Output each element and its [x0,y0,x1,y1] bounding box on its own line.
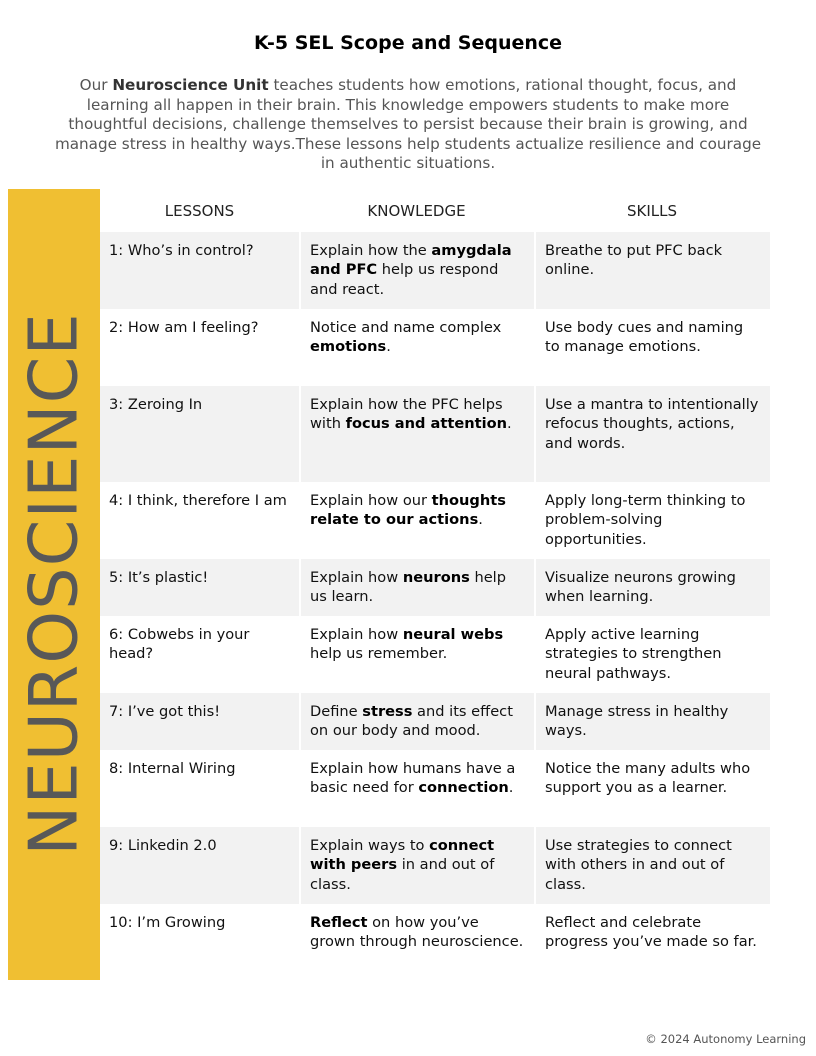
knowledge-text: Notice and name complex [310,319,502,336]
knowledge-cell [299,386,534,482]
knowledge-text: . [478,511,483,529]
knowledge-text: Explain ways to [310,837,430,854]
knowledge-text: . [386,338,391,356]
knowledge-keyword: emotions [310,338,387,356]
lesson-cell: 1: Who’s in control? [100,232,299,309]
knowledge-text: Explain how our [310,492,432,509]
lesson-cell: 10: I’m Growing [109,914,226,931]
lesson-cell: 2: How am I feeling? [109,319,259,336]
skill-cell: Use body cues and naming to manage emotions. [534,309,770,386]
table-row [100,750,770,827]
knowledge-text: Explain how the [310,242,432,259]
knowledge-keyword: neurons [402,569,470,586]
skill-cell: Use a mantra to intentionally refocus thoughts, actions, and words. [534,386,770,482]
intro-text-pre: Our [79,76,113,94]
scope-sequence-table [100,190,770,981]
lesson-cell: 3: Zeroing In [100,386,299,482]
skill-cell: Apply active learning strategies to strengthen neural pathways. [534,616,770,693]
table-row [100,693,770,750]
knowledge-text: Explain how [310,569,403,586]
knowledge-text: in and out of class. [310,856,495,893]
table-row [100,386,770,482]
knowledge-keyword: thoughts relate to our actions [310,492,506,529]
skill-cell: Manage stress in healthy ways. [534,693,770,750]
table-header [100,190,770,232]
header-knowledge: KNOWLEDGE [367,202,466,220]
knowledge-cell [299,559,534,616]
lesson-cell: 9: Linkedin 2.0 [100,827,299,904]
intro-paragraph [50,76,766,174]
skill-cell: Visualize neurons growing when learning. [534,559,770,616]
knowledge-text: Explain how [310,626,403,643]
knowledge-keyword: amygdala and PFC [310,242,512,279]
skill-cell: Use strategies to connect with others in and out of class. [534,827,770,904]
table-row [100,309,770,386]
knowledge-keyword: connection [418,779,509,797]
knowledge-text: on how you’ve grown through neuroscience. [310,914,524,951]
knowledge-text: help us remember. [310,645,448,663]
intro-text-bold: Neuroscience Unit [112,76,269,94]
table-row [100,232,770,309]
table-row [100,616,770,693]
lesson-cell: 5: It’s plastic! [100,559,299,616]
table-row [100,482,770,559]
table-row [100,904,770,981]
skill-cell: Notice the many adults who support you as a learner. [534,750,770,827]
knowledge-keyword: focus and attention [345,415,508,433]
knowledge-cell [299,309,534,386]
unit-sidebar-label: NEUROSCIENCE [14,312,93,856]
knowledge-keyword: stress [362,703,413,720]
lesson-cell: 6: Cobwebs in your head? [109,626,250,663]
knowledge-text: . [508,779,514,797]
page-title: K-5 SEL Scope and Sequence [253,32,563,54]
knowledge-text: Explain how humans have a basic need for [310,760,516,797]
knowledge-keyword: Reflect [310,914,368,931]
intro-text-post: teaches students how emotions, rational thought, focus, and learning all happen in their brain. This knowledge empowers students to make more thoughtful decisions, challenge themselves to persist because their brain is growing, and manage stress in healthy ways.These lessons help students actualize resilience and courage in authentic situations. [54,76,762,172]
lesson-cell: 7: I’ve got this! [100,693,299,750]
table-row [100,559,770,616]
skill-cell: Apply long-term thinking to problem-solving opportunities. [534,482,770,559]
table-row [100,827,770,904]
knowledge-text: and its effect on our body and mood. [310,703,513,740]
skill-cell: Reflect and celebrate progress you’ve made so far. [534,904,770,981]
knowledge-cell [299,482,534,559]
header-lessons: LESSONS [164,202,235,220]
knowledge-cell [299,904,534,981]
knowledge-text: . [507,415,512,433]
knowledge-text: help us learn. [310,569,506,606]
knowledge-keyword: neural webs [402,626,504,643]
knowledge-cell [299,232,534,309]
knowledge-text: help us respond and react. [310,261,499,298]
knowledge-text: Define [310,703,363,720]
skill-cell: Breathe to put PFC back online. [534,232,770,309]
copyright-footer: © 2024 Autonomy Learning [645,1032,806,1046]
knowledge-text: Explain how the PFC helps with [310,396,503,433]
lesson-cell: 8: Internal Wiring [109,760,236,777]
knowledge-cell [299,616,534,693]
lesson-cell: 4: I think, therefore I am [109,492,287,509]
knowledge-cell [299,827,534,904]
header-skills: SKILLS [626,202,678,220]
knowledge-cell [299,750,534,827]
knowledge-cell [299,693,534,750]
knowledge-keyword: connect with peers [310,837,495,874]
